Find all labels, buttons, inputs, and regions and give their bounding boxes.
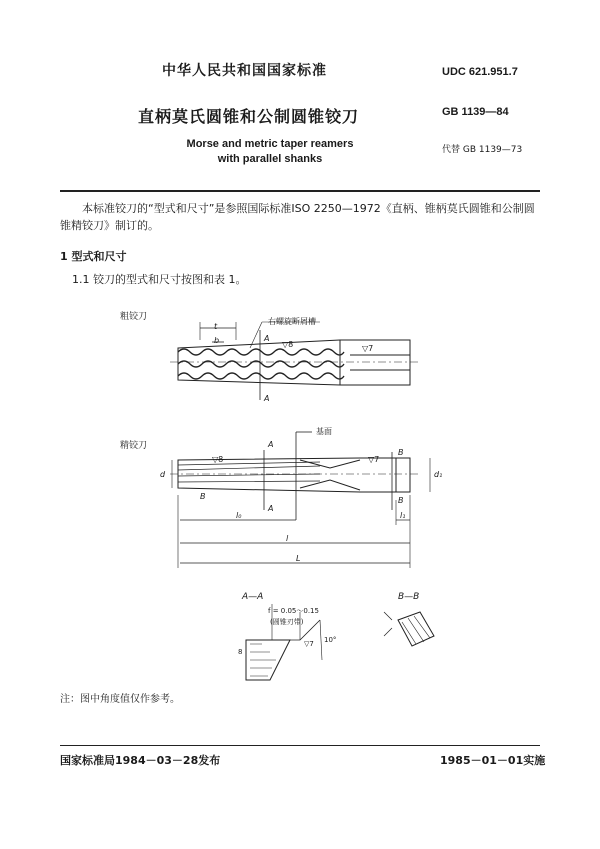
implementation-date: 1985－01－01实施 — [440, 754, 546, 767]
page-title: 直柄莫氏圆锥和公制圆锥铰刀 — [138, 107, 360, 126]
national-standard-header: 中华人民共和国国家标准 — [162, 63, 327, 79]
section-angle-8: 8 — [238, 648, 243, 656]
section-heading: 1 型式和尺寸 — [60, 250, 127, 263]
finish-section-mark-a-top: A — [268, 440, 274, 449]
footer-divider — [60, 745, 540, 746]
dim-t-label: t — [214, 322, 218, 331]
section-mark-b-bottom: B — [398, 496, 404, 505]
english-title-line1: Morse and metric taper reamers — [186, 138, 354, 150]
english-title-line2: with parallel shanks — [217, 153, 323, 165]
rough-angle-8: ▽8 — [282, 340, 294, 349]
replaces-note: 代替 GB 1139—73 — [442, 145, 523, 155]
dim-d1-label: d₁ — [434, 470, 443, 479]
finish-section-mark-a-bottom: A — [268, 504, 274, 513]
publication-date: 国家标准局1984－03－28发布 — [60, 754, 221, 767]
section-mark-a-top: A — [264, 334, 270, 343]
finish-section-mark-b-left: B — [200, 492, 206, 501]
finish-angle-7: ▽7 — [368, 455, 380, 464]
udc-number: UDC 621.951.7 — [442, 66, 518, 78]
section-b-b-title: B—B — [398, 592, 420, 602]
section-mark-a-bottom: A — [264, 394, 270, 403]
subsection-text: 1.1 铰刀的型式和尺寸按图和表 1。 — [72, 273, 247, 286]
rough-callout-label: 右螺旋断屑槽 — [268, 317, 316, 326]
finish-reamer-body — [170, 432, 430, 568]
section-a-a-title: A—A — [242, 592, 264, 602]
dim-b-label: b — [214, 336, 220, 345]
section-b-b — [384, 612, 434, 646]
dim-L-label: L — [296, 554, 301, 563]
finish-angle-8: ▽8 — [212, 455, 224, 464]
finish-reamer-label: 精铰刀 — [120, 441, 148, 451]
dim-d-label: d — [160, 470, 166, 479]
land-width-label: f = 0.05～0.15 — [268, 607, 319, 615]
section-angle-7: ▽7 — [304, 640, 314, 648]
dim-l1-label: l₁ — [400, 511, 406, 520]
gb-number: GB 1139—84 — [442, 106, 509, 118]
rough-reamer-label: 粗铰刀 — [120, 312, 148, 322]
rough-reamer-body — [170, 322, 420, 400]
rough-angle-7: ▽7 — [362, 344, 374, 353]
intro-paragraph: 本标准铰刀的“型式和尺寸”是参照国际标准ISO 2250—1972《直柄、锥柄莫氏圆锥和公制圆锥精铰刀》制订的。 — [60, 202, 535, 232]
angle-10-label: 10° — [324, 636, 337, 644]
footnote: 注：图中角度值仅作参考。 — [60, 694, 180, 705]
base-plane-label: 基面 — [316, 427, 332, 436]
dim-l-label: l — [286, 534, 289, 543]
section-mark-b-top: B — [398, 448, 404, 457]
land-label: (圆锥刃带) — [270, 618, 304, 626]
dim-l0-label: l₀ — [236, 511, 242, 520]
